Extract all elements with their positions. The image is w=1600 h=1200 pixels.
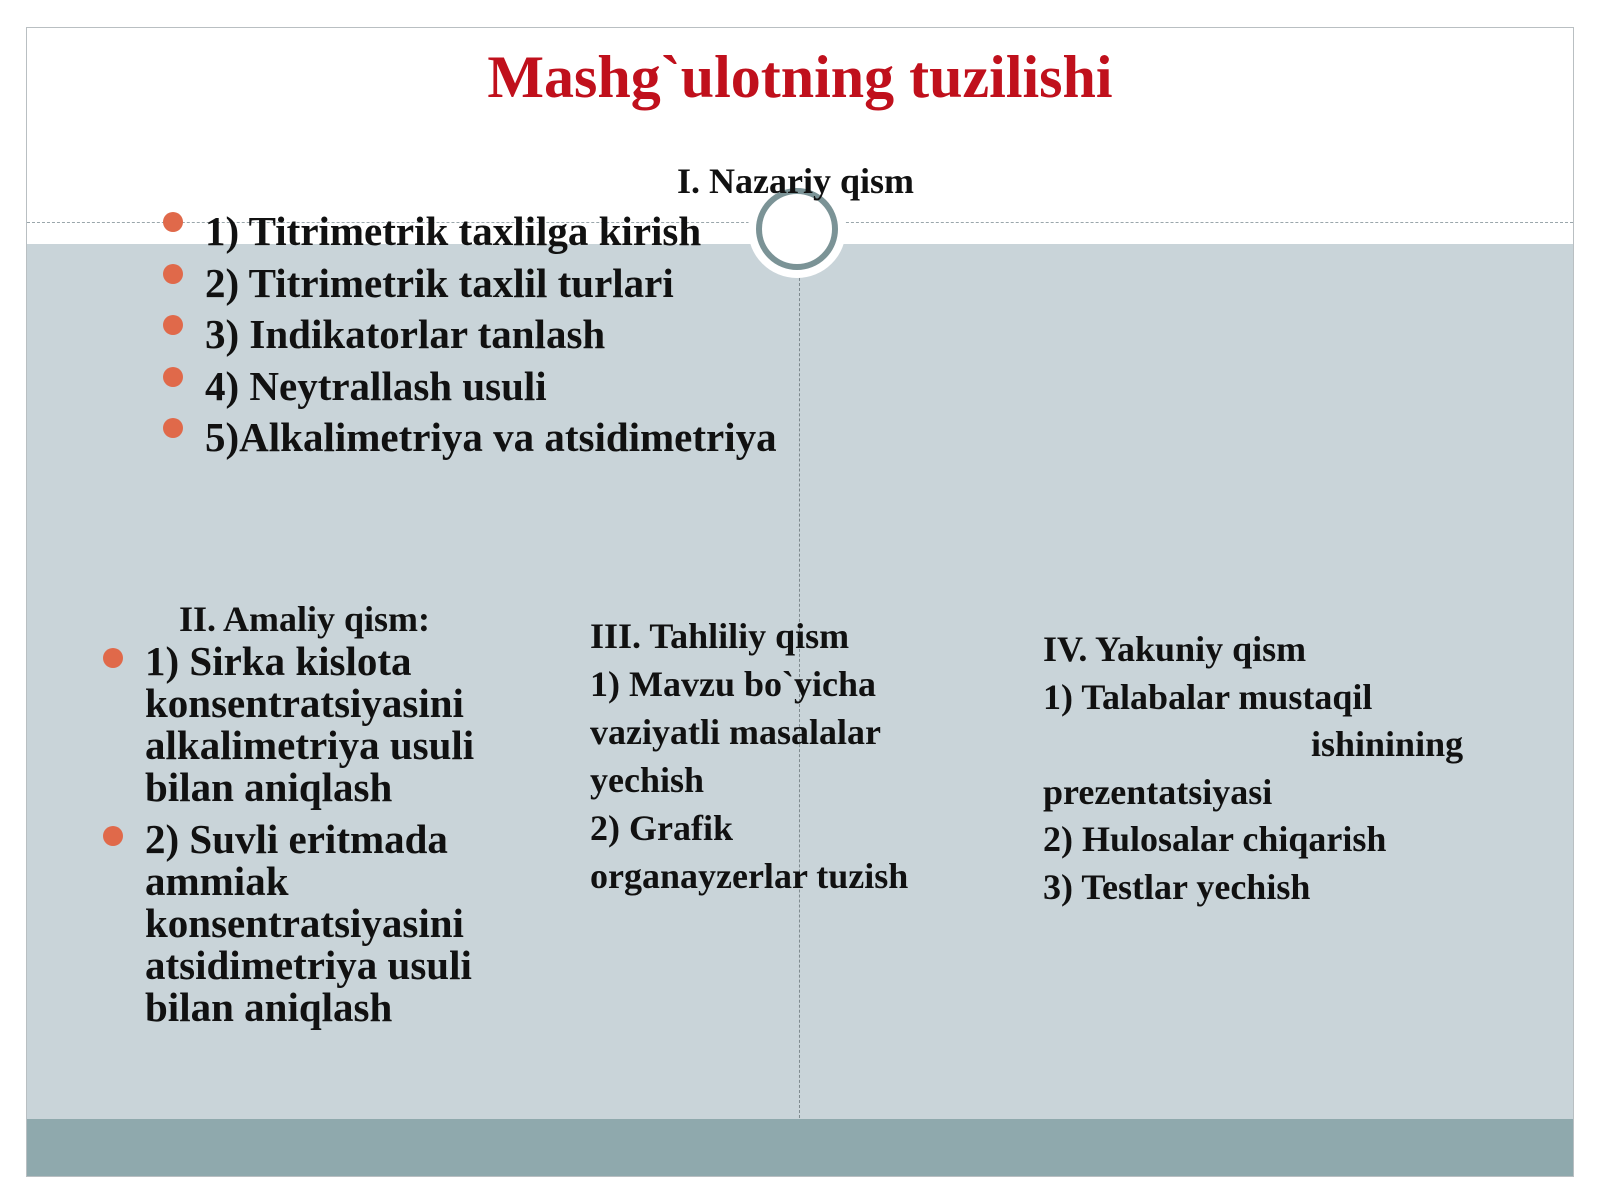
bullet-icon	[163, 212, 183, 232]
text-line: prezentatsiyasi	[1043, 771, 1273, 812]
text-line: 2) Grafik	[590, 808, 733, 848]
list-item	[157, 309, 777, 361]
footer-bar	[27, 1119, 1573, 1176]
bullet-icon	[163, 264, 183, 284]
list-item-text: 1) Sirka kislota konsentratsiyasini alkalimetriya usuli bilan aniqlash	[145, 638, 475, 810]
list-item-text: 1) Titrimetrik taxlilga kirish	[205, 208, 702, 254]
text-line: vaziyatli masalalar	[590, 712, 881, 752]
analytical-section	[590, 612, 970, 900]
bullet-icon	[163, 367, 183, 387]
list-item	[157, 412, 777, 464]
section-heading-practical: II. Amaliy qism:	[179, 599, 431, 639]
section-heading-theory: I. Nazariy qism	[677, 161, 914, 201]
text-line: organayzerlar tuzish	[590, 856, 909, 896]
theory-list	[157, 206, 777, 464]
practical-list	[97, 640, 527, 1038]
bullet-icon	[103, 648, 123, 668]
list-item	[97, 640, 527, 808]
list-item-text: 4) Neytrallash usuli	[205, 362, 547, 409]
list-item-text: 2) Suvli eritmada ammiak konsentratsiyasini atsidimetriya usuli bilan aniqlash	[145, 816, 472, 1030]
list-item	[157, 361, 777, 413]
text-line: yechish	[590, 760, 705, 800]
list-item-text: 2) Titrimetrik taxlil turlari	[205, 259, 674, 306]
slide	[26, 27, 1574, 1177]
text-line: ishinining	[1311, 724, 1464, 764]
bullet-icon	[163, 418, 183, 438]
final-section	[1043, 626, 1513, 911]
text-line: 2) Hulosalar chiqarish	[1043, 819, 1387, 859]
list-item-text: 3) Indikatorlar tanlash	[205, 311, 606, 357]
list-item-text: 5)Alkalimetriya va atsidimetriya	[205, 414, 777, 460]
list-item	[157, 206, 777, 258]
list-item	[97, 818, 527, 1028]
bullet-icon	[103, 826, 123, 846]
slide-title: Mashg`ulotning tuzilishi	[487, 44, 1113, 110]
text-line: 1) Talabalar mustaqil	[1043, 676, 1373, 717]
section-heading-analytical: III. Tahliliy qism	[590, 616, 850, 656]
text-line: 1) Mavzu bo`yicha	[590, 664, 876, 704]
list-item	[157, 258, 777, 310]
bullet-icon	[163, 315, 183, 335]
text-line: 3) Testlar yechish	[1043, 866, 1311, 907]
section-heading-final: IV. Yakuniy qism	[1043, 629, 1307, 669]
